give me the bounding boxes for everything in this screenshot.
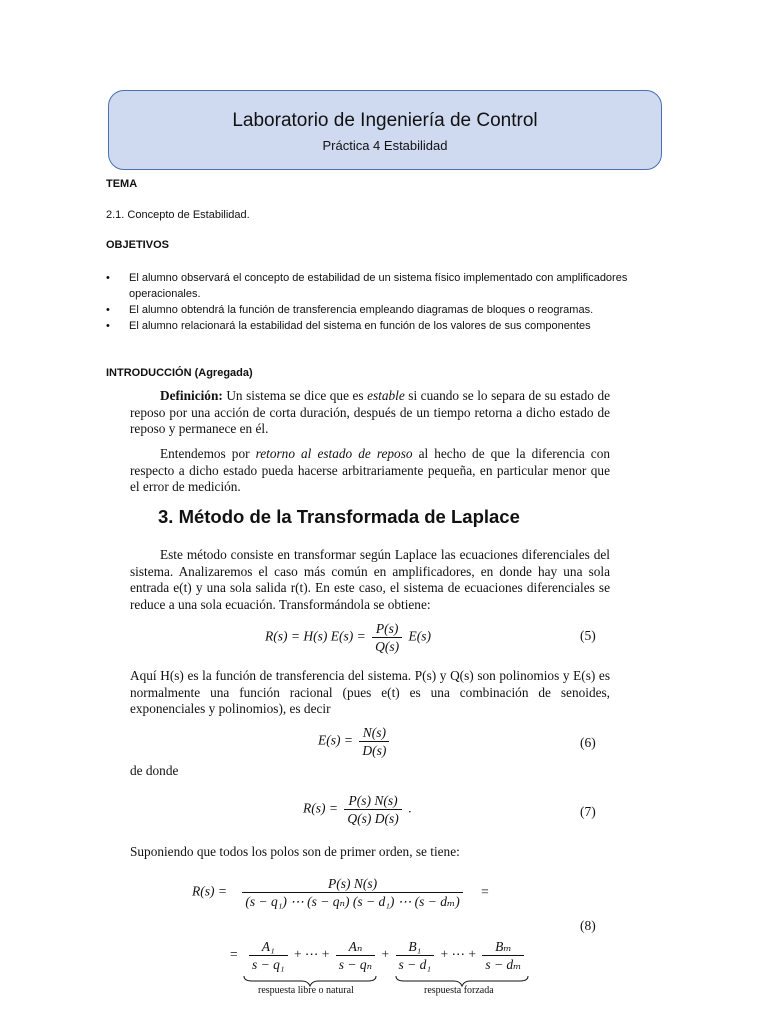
definition-text-b: si cuando se lo separa de su estado de reposo por una acción de corta duración, después de un tiempo retorna a dicho estado de reposo y permanece en él. [130, 388, 611, 436]
entendemos-paragraph [130, 446, 610, 496]
equation-number-6: (6) [580, 735, 596, 750]
eq8-denominator: (s − q₁) ⋯ (s − qₙ) (s − d₁) ⋯ (s − dₘ) [245, 894, 460, 909]
eq8-term3-den: s − d₁ [398, 957, 432, 972]
definition-paragraph [130, 388, 610, 438]
laplace-paragraph-3: Suponiendo que todos los polos son de primer orden, se tiene: [130, 844, 460, 859]
eq7-denominator: Q(s) D(s) [347, 811, 399, 826]
equation-number-5: (5) [580, 628, 596, 643]
bullet-icon: • [106, 272, 110, 284]
eq8-tail: = [481, 883, 489, 899]
bullet-icon: • [106, 304, 110, 316]
objetivos-list [106, 270, 666, 334]
eq8-plus: + [381, 946, 390, 962]
equation-7 [303, 792, 411, 827]
eq8-term4-den: s − dₘ [485, 957, 522, 972]
list-item-text: El alumno observará el concepto de estabilidad de un sistema físico implementado con amplificadores operacionales. [129, 272, 628, 300]
eq8-term2-num: Aₙ [336, 938, 375, 956]
eq8-numerator: P(s) N(s) [242, 875, 462, 893]
eq8-term1-den: s − q₁ [252, 957, 285, 972]
brace-label-natural: respuesta libre o natural [258, 985, 354, 996]
equation-number-8: (8) [580, 918, 596, 933]
entendemos-text-b: al hecho de que la diferencia con respecto a dicho estado pueda hacerse arbitrariamente pequeña, en particular menor que el error de medición. [130, 446, 610, 494]
eq8-term2-den: s − qₙ [338, 957, 373, 972]
definition-term: Definición: [160, 388, 223, 403]
eq6-numerator: N(s) [359, 724, 389, 742]
page-subtitle: Práctica 4 Estabilidad [322, 138, 448, 153]
page-title: Laboratorio de Ingeniería de Control [232, 110, 538, 131]
de-donde-text: de donde [130, 763, 179, 778]
eq8-term1-num: A₁ [249, 938, 288, 956]
laplace-paragraph-2: Aquí H(s) es la función de transferencia del sistema. P(s) y Q(s) son polinomios y E(s) es normalmente una función racional (pues e(t) es una combinación de senoides, exponenciales y polinomios), es decir [130, 668, 610, 716]
equation-8-line-1 [192, 875, 489, 910]
eq7-lhs: R(s) = [303, 800, 338, 816]
definition-emphasis: estable [367, 388, 405, 403]
list-item [106, 318, 666, 334]
eq8-line2-equals: = [230, 946, 238, 962]
equation-number-7: (7) [580, 804, 596, 819]
bullet-icon: • [106, 320, 110, 332]
list-item [106, 270, 666, 302]
title-box [108, 90, 662, 170]
eq6-lhs: E(s) = [318, 732, 353, 748]
list-item-text: El alumno obtendrá la función de transferencia empleando diagramas de bloques o reogramas. [129, 304, 594, 316]
equation-8-line-2 [230, 938, 527, 973]
eq5-lhs: R(s) = H(s) E(s) = [265, 628, 366, 644]
list-item [106, 302, 666, 318]
equation-6 [318, 724, 392, 759]
tema-label: TEMA [106, 178, 138, 190]
objetivos-label: OBJETIVOS [106, 239, 169, 251]
section-heading: 3. Método de la Transformada de Laplace [158, 506, 520, 527]
tema-item: 2.1. Concepto de Estabilidad. [106, 209, 250, 221]
eq5-denominator: Q(s) [375, 639, 400, 654]
eq8-term4-num: Bₘ [482, 938, 524, 956]
eq8-dots-1: + ⋯ + [293, 946, 330, 962]
equation-5 [265, 620, 431, 655]
brace-label-forced: respuesta forzada [424, 985, 494, 996]
eq8-lhs: R(s) = [192, 883, 227, 899]
entendemos-emphasis: retorno al estado de reposo [255, 446, 413, 461]
eq8-term3-num: B₁ [396, 938, 435, 956]
eq7-tail: . [408, 800, 412, 816]
laplace-paragraph-1: Este método consiste en transformar según Laplace las ecuaciones diferenciales del sistema. Analizaremos el caso más común en amplificadores, en donde hay una sola entrada e(t) y una sola salida r(t). En este caso, el sistema de ecuaciones diferenciales se reduce a una sola ecuación. Transformándola se obtiene: [130, 547, 610, 612]
eq6-denominator: D(s) [362, 743, 387, 758]
list-item-text: El alumno relacionará la estabilidad del sistema en función de los valores de sus componentes [129, 320, 591, 332]
eq5-tail: E(s) [408, 628, 431, 644]
introduccion-label: INTRODUCCIÓN (Agregada) [106, 367, 253, 379]
eq5-numerator: P(s) [372, 620, 402, 638]
definition-text-a: Un sistema se dice que es [222, 388, 368, 403]
eq7-numerator: P(s) N(s) [344, 792, 401, 810]
eq8-dots-2: + ⋯ + [440, 946, 476, 962]
entendemos-text-a: Entendemos por [160, 446, 256, 461]
